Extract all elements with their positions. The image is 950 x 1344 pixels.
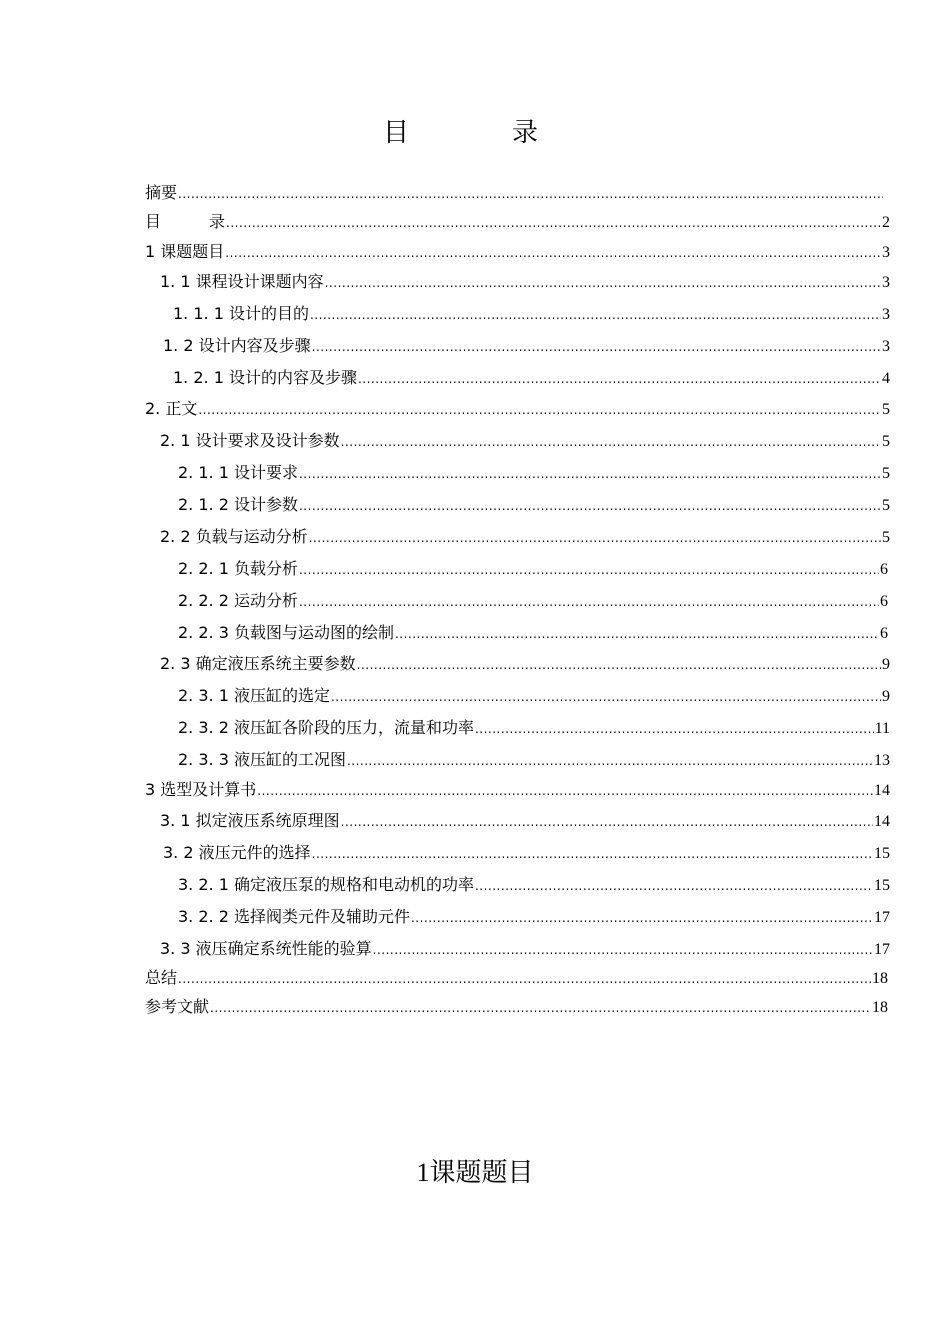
- toc-entry[interactable]: [178, 493, 890, 517]
- toc-entry-page: 15: [874, 877, 890, 894]
- toc-entry-label: 1. 1. 1 设计的目的: [173, 304, 309, 323]
- toc-entry-label: 2. 3. 2 液压缸各阶段的压力，流量和功率: [178, 718, 474, 737]
- toc-entry-label: 2. 3 确定液压系统主要参数: [160, 654, 356, 673]
- toc-dot-leader: [299, 493, 881, 518]
- toc-entry-page: 5: [882, 465, 890, 482]
- toc-entry-label: 2. 1. 2 设计参数: [178, 495, 298, 514]
- toc-entry-label: 3 选型及计算书: [145, 780, 257, 799]
- section-heading-text: 课题题目: [429, 1158, 534, 1188]
- toc-entry-label: 1. 2 设计内容及步骤: [163, 336, 311, 355]
- toc-dot-leader: [312, 841, 873, 866]
- toc-entry-label: 摘要: [145, 183, 178, 202]
- toc-dot-leader: [357, 652, 881, 677]
- toc-dot-leader: [225, 240, 881, 265]
- toc-dot-leader: [226, 210, 881, 235]
- toc-dot-leader: [198, 397, 881, 422]
- toc-entry-label: 1 课题题目: [145, 242, 225, 261]
- toc-entry[interactable]: [145, 240, 890, 264]
- toc-entry-page: 6: [880, 593, 888, 610]
- toc-entry-label: 1. 2. 1 设计的内容及步骤: [173, 368, 357, 387]
- section-heading: [0, 1152, 950, 1189]
- section-heading-number: 1: [416, 1158, 430, 1187]
- toc-entry-label: 2. 1. 1 设计要求: [178, 463, 298, 482]
- toc-dot-leader: [358, 366, 881, 391]
- toc-entry[interactable]: [178, 716, 890, 740]
- toc-entry-label: 参考文献: [145, 997, 210, 1016]
- toc-entry-page: 13: [874, 752, 890, 769]
- toc-entry-label: 2. 2. 1 负载分析: [178, 559, 298, 578]
- toc-entry[interactable]: [160, 429, 890, 453]
- toc-entry-label: 3. 1 拟定液压系统原理图: [160, 811, 340, 830]
- toc-dot-leader: [309, 525, 881, 550]
- toc-entry-page: 14: [874, 813, 890, 830]
- toc-entry[interactable]: [178, 905, 890, 929]
- page-title-char-1: 目: [383, 118, 410, 148]
- toc-entry-page: 5: [882, 401, 890, 418]
- toc-dot-leader: [475, 716, 874, 741]
- toc-dot-leader: [331, 684, 881, 709]
- toc-entry[interactable]: [178, 684, 890, 708]
- toc-entry[interactable]: [178, 748, 890, 772]
- toc-dot-leader: [341, 809, 873, 834]
- toc-entry-label: 2. 3. 3 液压缸的工况图: [178, 750, 346, 769]
- toc-entry-label: 2. 2. 3 负载图与运动图的绘制: [178, 623, 394, 642]
- toc-entry-page: 18: [872, 999, 888, 1016]
- toc-entry-page: 3: [882, 338, 890, 355]
- toc-entry-page: 3: [882, 274, 890, 291]
- toc-dot-leader: [178, 966, 871, 991]
- toc-entry-label: 3. 3 液压确定系统性能的验算: [160, 939, 372, 958]
- toc-entry[interactable]: [178, 461, 890, 485]
- toc-entry-page: 3: [882, 244, 890, 261]
- toc-entry-page: 14: [874, 782, 890, 799]
- toc-entry-label: 2. 2. 2 运动分析: [178, 591, 298, 610]
- toc-dot-leader: [347, 748, 873, 773]
- toc-entry[interactable]: [145, 181, 884, 205]
- toc-entry-page: 4: [882, 370, 890, 387]
- toc-dot-leader: [373, 937, 873, 962]
- toc-entry-page: 5: [882, 433, 890, 450]
- toc-entry[interactable]: [160, 809, 890, 833]
- toc-entry-label: 2. 3. 1 液压缸的选定: [178, 686, 330, 705]
- toc-entry[interactable]: [145, 966, 888, 990]
- toc-entry-page: 9: [882, 688, 890, 705]
- toc-entry[interactable]: [160, 652, 890, 676]
- toc-entry-page: 2: [882, 214, 890, 231]
- toc-entry[interactable]: [145, 210, 890, 234]
- page-title-char-2: 录: [512, 118, 539, 148]
- toc-dot-leader: [341, 429, 881, 454]
- toc-dot-leader: [210, 995, 871, 1020]
- toc-dot-leader: [299, 461, 881, 486]
- toc-entry-page: 17: [874, 941, 890, 958]
- toc-entry[interactable]: [178, 557, 888, 581]
- toc-entry-page: 5: [882, 497, 890, 514]
- toc-entry[interactable]: [178, 873, 890, 897]
- toc-dot-leader: [257, 778, 873, 803]
- toc-entry[interactable]: [145, 778, 890, 802]
- toc-entry[interactable]: [160, 525, 890, 549]
- toc-entry[interactable]: [160, 937, 890, 961]
- toc-entry-label: 3. 2. 1 确定液压泵的规格和电动机的功率: [178, 875, 474, 894]
- toc-entry-page: 3: [882, 306, 890, 323]
- toc-entry[interactable]: [145, 397, 890, 421]
- toc-entry-label: 总结: [145, 968, 178, 987]
- toc-entry-label: 目 录: [145, 212, 226, 231]
- toc-entry[interactable]: [178, 621, 888, 645]
- toc-entry[interactable]: [163, 841, 890, 865]
- toc-dot-leader: [312, 334, 881, 359]
- toc-entry[interactable]: [163, 334, 890, 358]
- toc-dot-leader: [299, 589, 879, 614]
- toc-dot-leader: [395, 621, 879, 646]
- toc-entry-label: 2. 2 负载与运动分析: [160, 527, 308, 546]
- toc-entry-page: 5: [882, 529, 890, 546]
- toc-entry-page: 11: [874, 720, 890, 737]
- toc-dot-leader: [310, 302, 881, 327]
- toc-entry-page: 18: [872, 970, 888, 987]
- toc-dot-leader: [299, 557, 879, 582]
- toc-entry[interactable]: [160, 270, 890, 294]
- toc-entry[interactable]: [173, 302, 890, 326]
- toc-entry-label: 3. 2 液压元件的选择: [163, 843, 311, 862]
- toc-entry-label: 3. 2. 2 选择阀类元件及辅助元件: [178, 907, 410, 926]
- toc-entry-label: 2. 正文: [145, 399, 198, 418]
- toc-dot-leader: [325, 270, 881, 295]
- toc-entry[interactable]: [173, 366, 890, 390]
- toc-dot-leader: [475, 873, 873, 898]
- toc-entry-page: 17: [874, 909, 890, 926]
- toc-entry-label: 2. 1 设计要求及设计参数: [160, 431, 340, 450]
- toc-entry-page: 6: [880, 625, 888, 642]
- toc-entry[interactable]: [145, 995, 888, 1019]
- toc-dot-leader: [178, 181, 883, 206]
- toc-entry[interactable]: [178, 589, 888, 613]
- toc-entry-label: 1. 1 课程设计课题内容: [160, 272, 324, 291]
- toc-entry-page: 15: [874, 845, 890, 862]
- toc-entry-page: 9: [882, 656, 890, 673]
- toc-entry-page: 6: [880, 561, 888, 578]
- toc-dot-leader: [411, 905, 873, 930]
